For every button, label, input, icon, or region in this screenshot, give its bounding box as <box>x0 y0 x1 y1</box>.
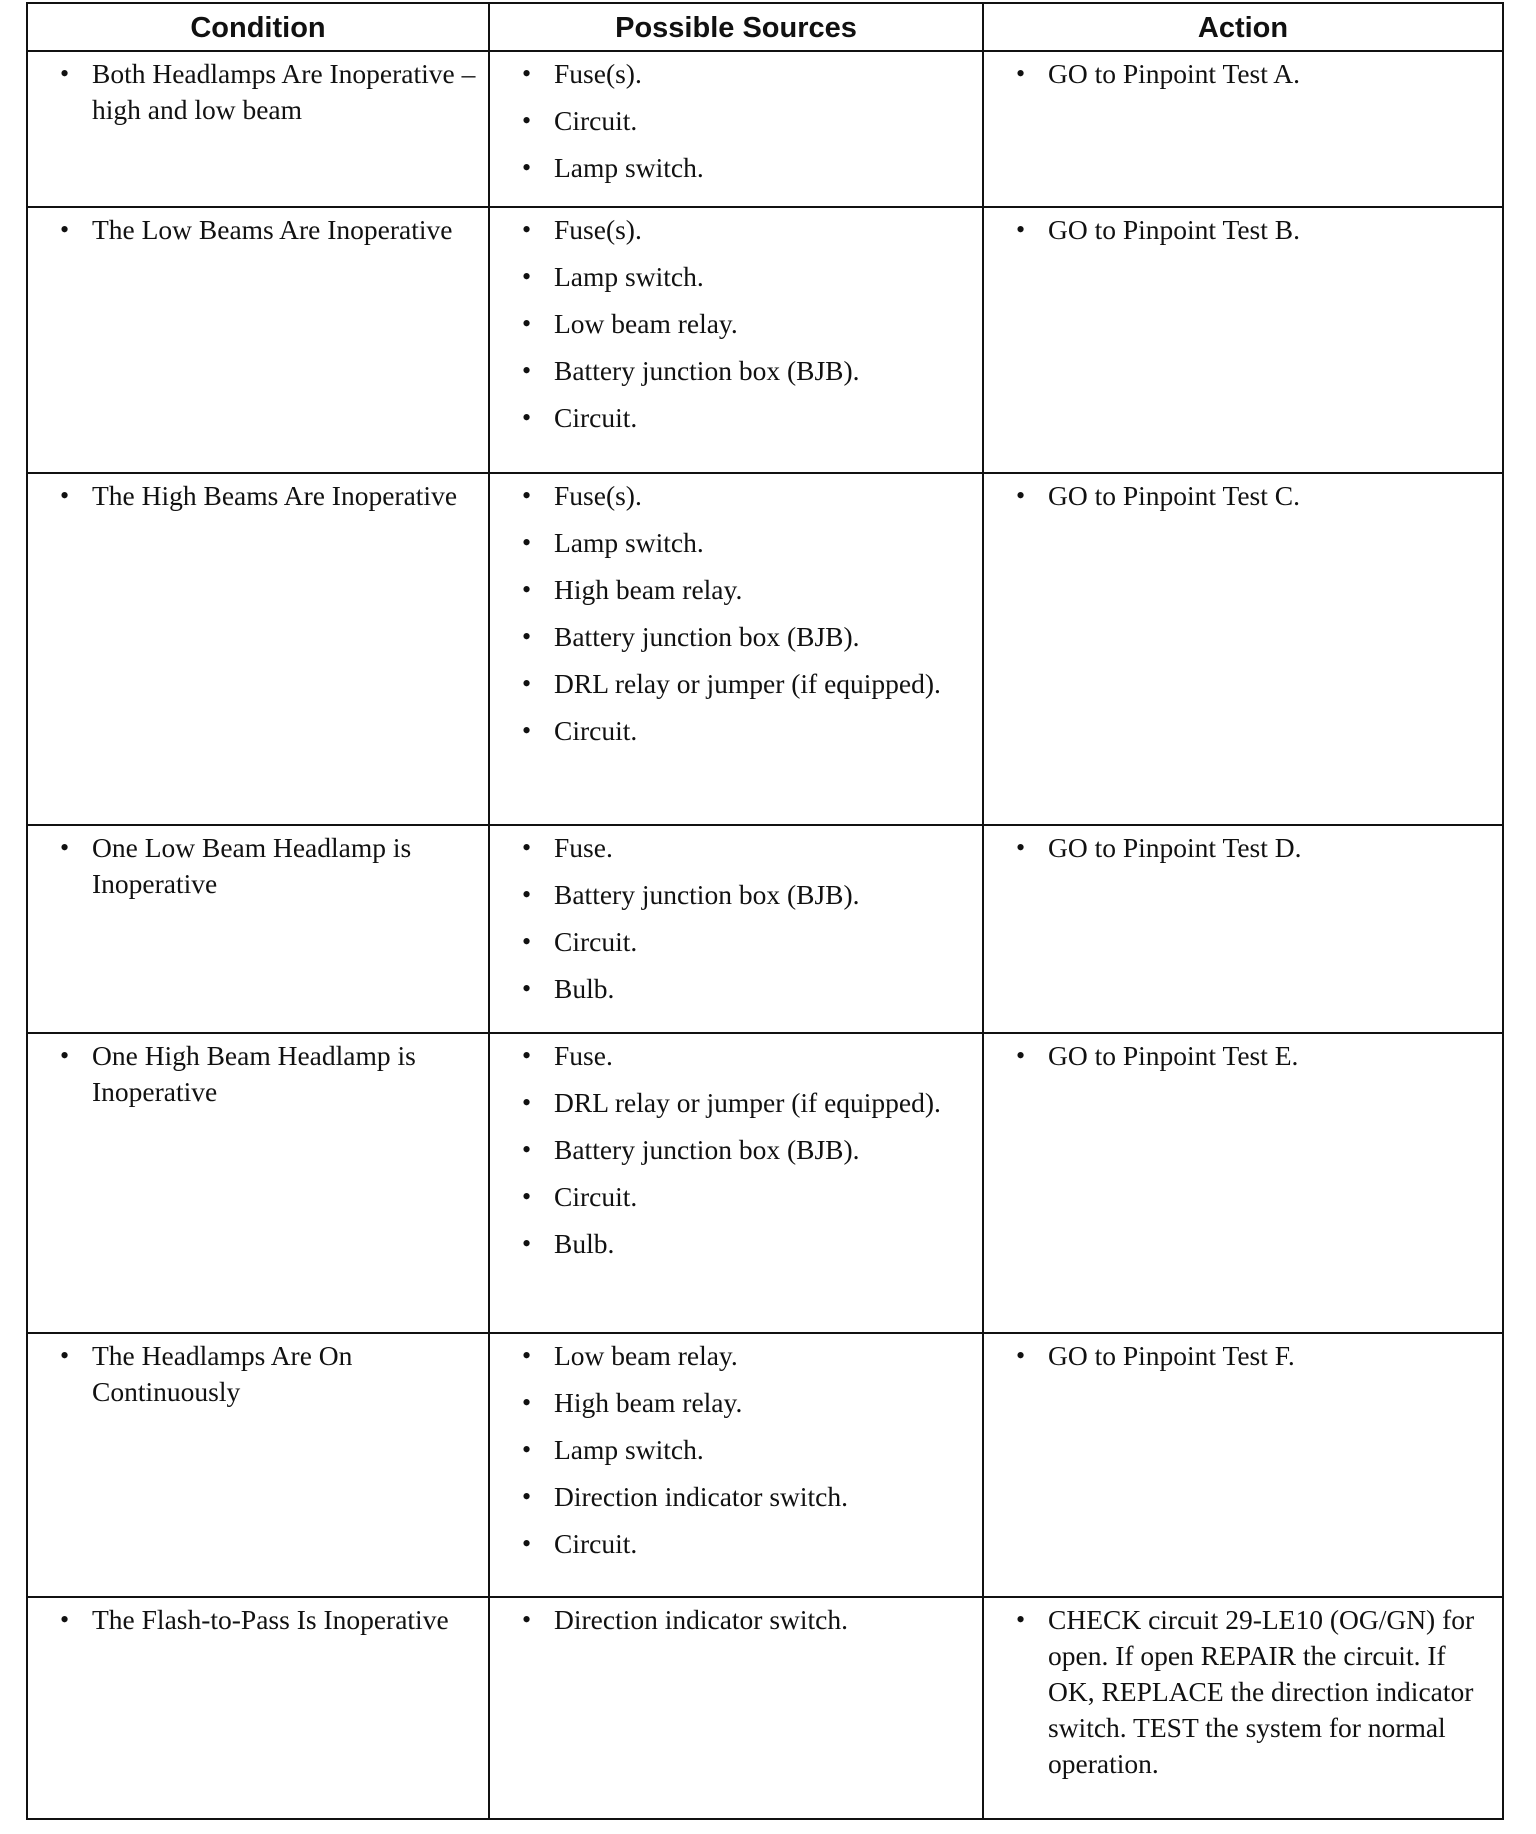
condition-cell <box>27 825 489 1033</box>
source-item: • Battery junction box (BJB). <box>490 877 972 913</box>
table-row <box>27 1333 1503 1597</box>
sources-cell <box>489 1333 983 1597</box>
source-item: • Circuit. <box>490 924 972 960</box>
condition-list <box>28 830 478 902</box>
sources-cell <box>489 51 983 207</box>
table-row <box>27 51 1503 207</box>
header-row <box>27 3 1503 51</box>
source-item: • Battery junction box (BJB). <box>490 1132 972 1168</box>
sources-list <box>490 1602 972 1638</box>
table-header <box>27 3 1503 51</box>
condition-list <box>28 1602 478 1638</box>
source-item: • Circuit. <box>490 1179 972 1215</box>
sources-cell <box>489 825 983 1033</box>
table-row <box>27 825 1503 1033</box>
source-item: • Circuit. <box>490 713 972 749</box>
condition-text: • Both Headlamps Are Inoperative – high and low beam <box>28 56 478 128</box>
condition-text: • One Low Beam Headlamp is Inoperative <box>28 830 478 902</box>
action-text: • GO to Pinpoint Test B. <box>984 212 1492 248</box>
condition-list <box>28 1038 478 1110</box>
action-text: • GO to Pinpoint Test D. <box>984 830 1492 866</box>
table-row <box>27 1033 1503 1333</box>
source-item: • DRL relay or jumper (if equipped). <box>490 666 972 702</box>
source-item: • Lamp switch. <box>490 259 972 295</box>
sources-list <box>490 478 972 749</box>
table-body <box>27 51 1503 1819</box>
condition-text: • The Low Beams Are Inoperative <box>28 212 478 248</box>
source-item: • Fuse. <box>490 1038 972 1074</box>
sources-list <box>490 1038 972 1262</box>
action-text: • CHECK circuit 29-LE10 (OG/GN) for open. If open REPAIR the circuit. If OK, REPLACE the direction indicator switch. TEST the system for normal operation. <box>984 1602 1492 1782</box>
source-item: • Fuse(s). <box>490 212 972 248</box>
sources-cell <box>489 207 983 473</box>
table-row <box>27 1597 1503 1819</box>
sources-list <box>490 212 972 436</box>
action-list <box>984 478 1492 514</box>
condition-list <box>28 478 478 514</box>
action-list <box>984 1602 1492 1782</box>
source-item: • Low beam relay. <box>490 1338 972 1374</box>
action-cell <box>983 825 1503 1033</box>
action-text: • GO to Pinpoint Test E. <box>984 1038 1492 1074</box>
condition-cell <box>27 1597 489 1819</box>
condition-list <box>28 1338 478 1410</box>
header-possible-sources: Possible Sources <box>489 3 983 51</box>
sources-cell <box>489 473 983 825</box>
table-row <box>27 473 1503 825</box>
sources-list <box>490 1338 972 1562</box>
table-row <box>27 207 1503 473</box>
action-cell <box>983 1033 1503 1333</box>
source-item: • High beam relay. <box>490 572 972 608</box>
condition-cell <box>27 473 489 825</box>
symptom-chart <box>26 2 1502 1820</box>
condition-cell <box>27 1033 489 1333</box>
source-item: • Battery junction box (BJB). <box>490 353 972 389</box>
action-cell <box>983 207 1503 473</box>
source-item: • Fuse(s). <box>490 56 972 92</box>
source-item: • Fuse(s). <box>490 478 972 514</box>
action-list <box>984 1338 1492 1374</box>
source-item: • Direction indicator switch. <box>490 1602 972 1638</box>
sources-cell <box>489 1597 983 1819</box>
source-item: • Circuit. <box>490 103 972 139</box>
action-text: • GO to Pinpoint Test F. <box>984 1338 1492 1374</box>
condition-text: • The High Beams Are Inoperative <box>28 478 478 514</box>
action-text: • GO to Pinpoint Test C. <box>984 478 1492 514</box>
condition-text: • The Flash-to-Pass Is Inoperative <box>28 1602 478 1638</box>
condition-text: • The Headlamps Are On Continuously <box>28 1338 478 1410</box>
sources-list <box>490 56 972 186</box>
action-cell <box>983 1333 1503 1597</box>
source-item: • Bulb. <box>490 971 972 1007</box>
condition-list <box>28 56 478 128</box>
source-item: • Battery junction box (BJB). <box>490 619 972 655</box>
sources-list <box>490 830 972 1007</box>
condition-text: • One High Beam Headlamp is Inoperative <box>28 1038 478 1110</box>
source-item: • Lamp switch. <box>490 525 972 561</box>
source-item: • Low beam relay. <box>490 306 972 342</box>
source-item: • Lamp switch. <box>490 150 972 186</box>
action-list <box>984 212 1492 248</box>
source-item: • High beam relay. <box>490 1385 972 1421</box>
action-cell <box>983 473 1503 825</box>
source-item: • Circuit. <box>490 400 972 436</box>
diagnosis-table <box>26 2 1504 1820</box>
source-item: • DRL relay or jumper (if equipped). <box>490 1085 972 1121</box>
action-cell <box>983 51 1503 207</box>
condition-cell <box>27 51 489 207</box>
source-item: • Direction indicator switch. <box>490 1479 972 1515</box>
action-list <box>984 56 1492 92</box>
condition-list <box>28 212 478 248</box>
sources-cell <box>489 1033 983 1333</box>
action-text: • GO to Pinpoint Test A. <box>984 56 1492 92</box>
action-cell <box>983 1597 1503 1819</box>
action-list <box>984 1038 1492 1074</box>
source-item: • Circuit. <box>490 1526 972 1562</box>
header-action: Action <box>983 3 1503 51</box>
header-condition: Condition <box>27 3 489 51</box>
source-item: • Bulb. <box>490 1226 972 1262</box>
action-list <box>984 830 1492 866</box>
source-item: • Fuse. <box>490 830 972 866</box>
condition-cell <box>27 207 489 473</box>
condition-cell <box>27 1333 489 1597</box>
source-item: • Lamp switch. <box>490 1432 972 1468</box>
